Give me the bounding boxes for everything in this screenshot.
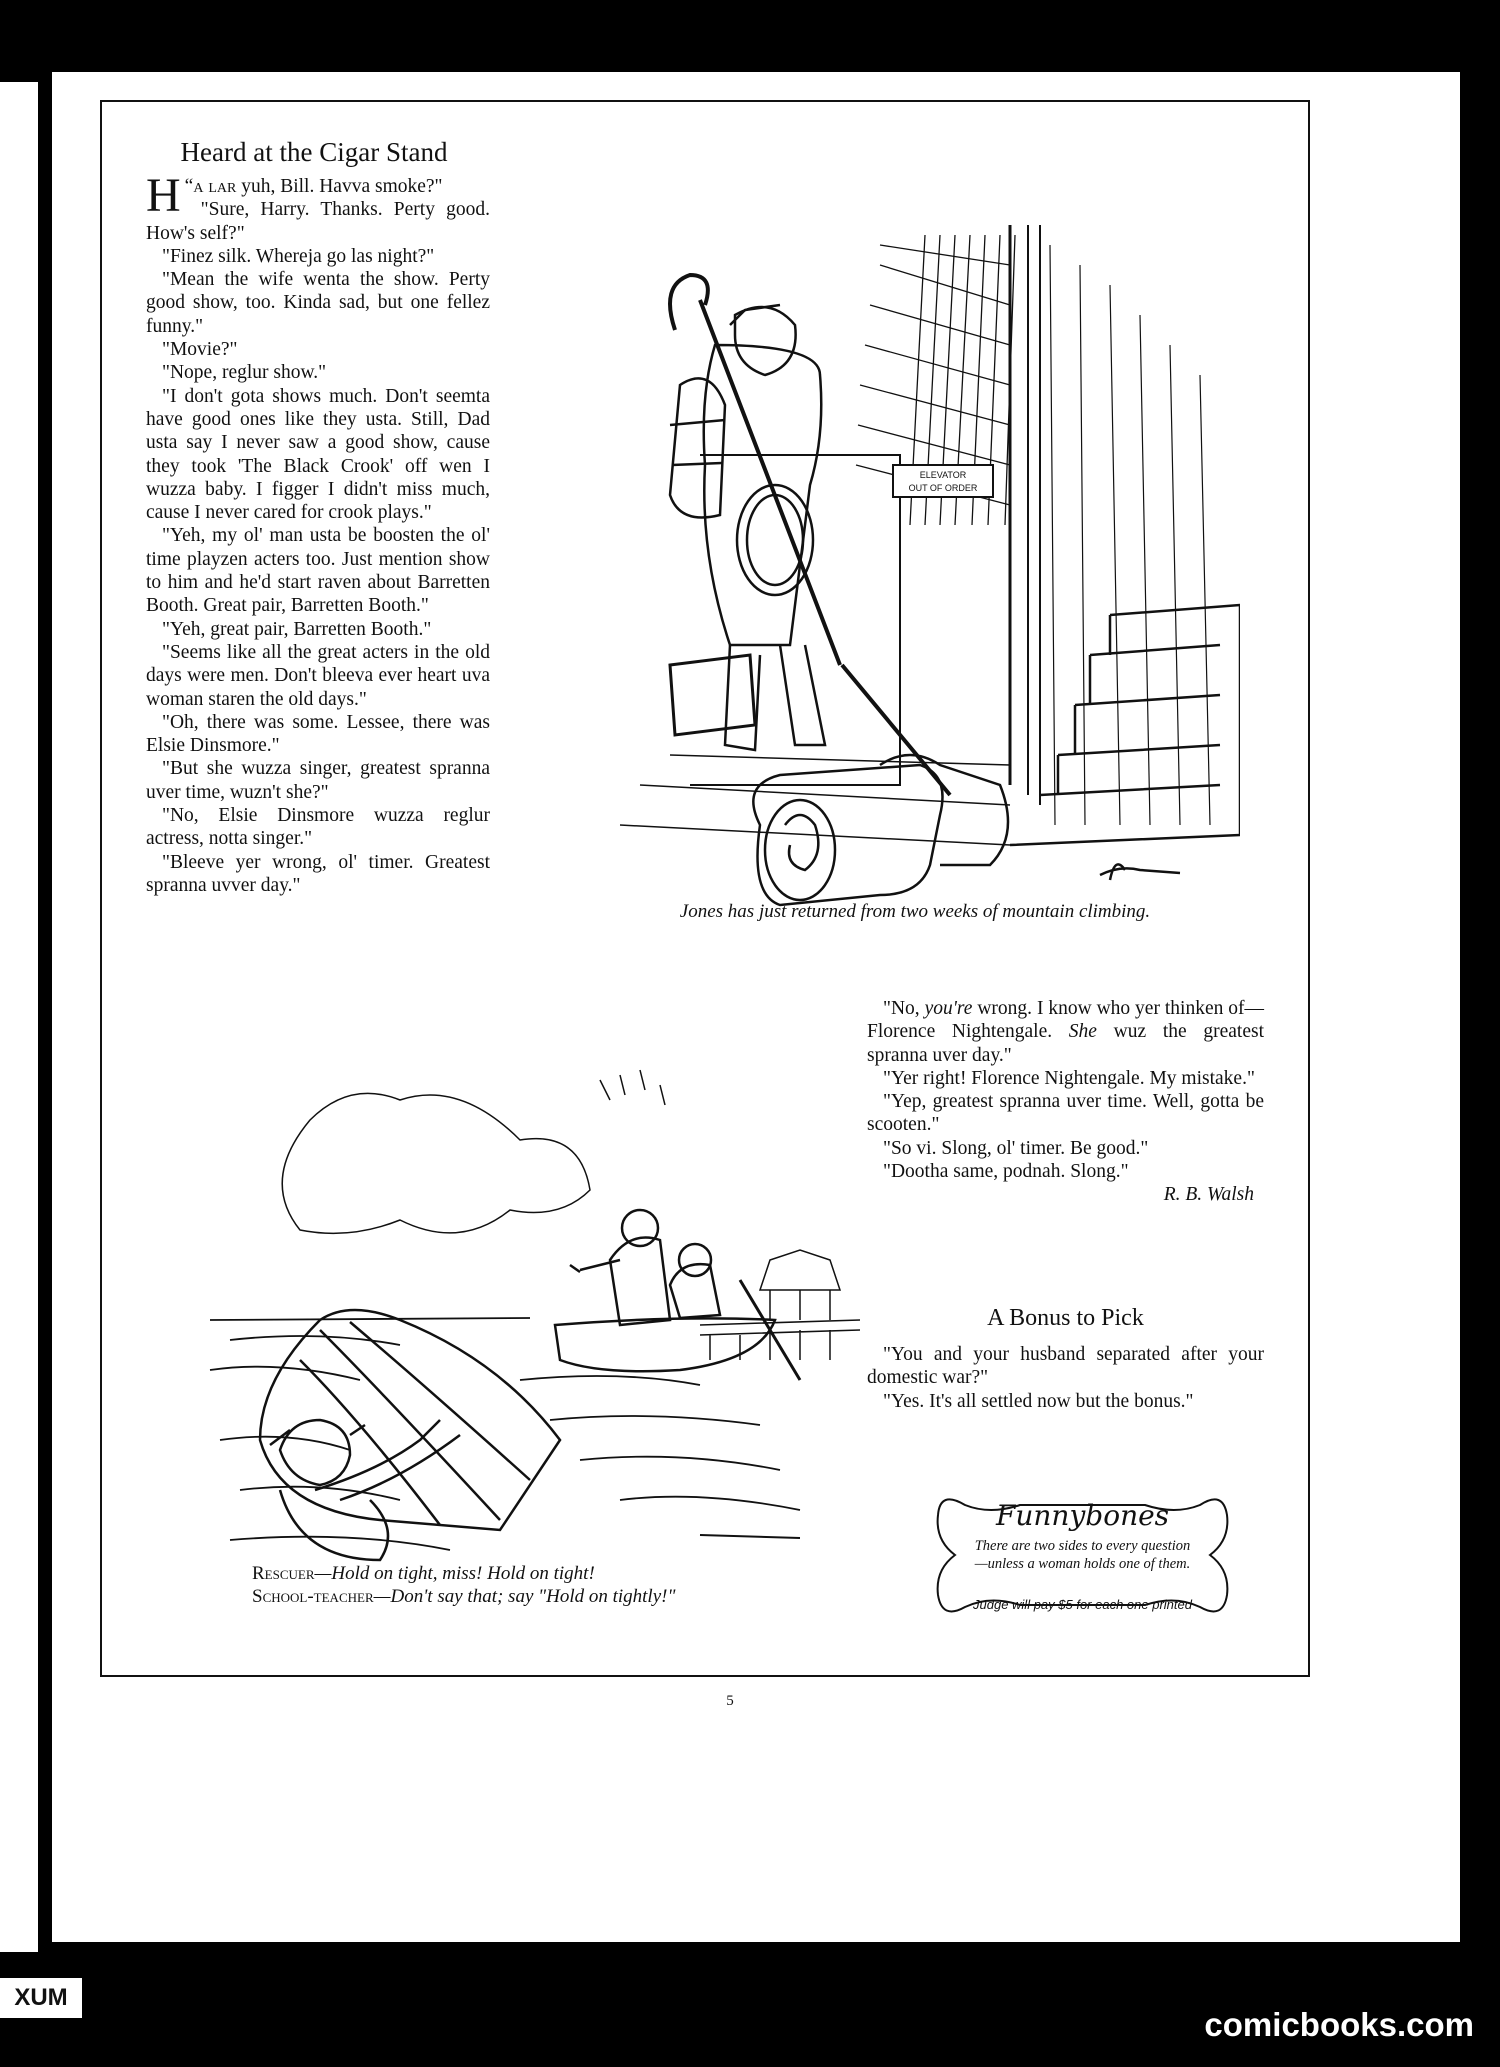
dialogue-paragraph: "But she wuzza singer, greatest spranna uver time, wuzn't she?": [146, 758, 490, 803]
capsized-boat: [260, 1310, 560, 1530]
dialogue-paragraph: "Oh, there was some. Lessee, there was Elsie Dinsmore.": [146, 711, 490, 757]
article-right-column: [867, 997, 1264, 1207]
speaker-teacher: School-teacher: [252, 1586, 374, 1607]
artist-signature-1: [1100, 864, 1180, 880]
dialogue-paragraph: "Seems like all the great acters in the old days were men. Don't bleeva ever heart uva woman staren the old days.": [146, 641, 490, 710]
article-left-column: [146, 169, 490, 897]
dialogue-paragraph: "Yeh, my ol' man usta be boosten the ol' time playzen acters too. Just mention show to him and he'd start raven about Barretten Booth. Great pair, Barretten Booth.": [146, 525, 490, 617]
artist-signature-2: [700, 1535, 800, 1538]
article-title: Heard at the Cigar Stand: [180, 137, 448, 167]
bonus-body: [867, 1343, 1264, 1413]
rescuer-line: —Hold on tight, miss! Hold on tight!: [314, 1563, 595, 1584]
speaker-rescuer: Rescuer: [252, 1563, 315, 1584]
author-signature: R. B. Walsh: [1163, 1184, 1254, 1206]
adjacent-page-edge: [0, 82, 38, 1952]
funnybones-title: Funnybones: [995, 1499, 1170, 1532]
drop-cap: H: [146, 169, 181, 222]
source-badge: XUM: [0, 1978, 82, 2018]
lead-smallcaps: a lar: [193, 176, 237, 197]
dialogue-paragraph: "Nope, reglur show.": [162, 362, 327, 384]
cartoon-caption-2: [252, 1562, 772, 1608]
mountain-climber-illustration: [580, 225, 1240, 955]
bedroll: [753, 755, 1008, 905]
climber-figure: [670, 305, 825, 750]
funnybones-body: There are two sides to every question—unless a woman holds one of them.: [974, 1538, 1191, 1572]
lead-rest: yuh, Bill. Havva smoke?": [236, 176, 443, 197]
opening-paragraph: “ H a lar yuh, Bill. Havva smoke?": [146, 169, 443, 222]
dialogue-paragraph: "Movie?": [162, 339, 238, 361]
caption-line-teacher: [252, 1585, 772, 1608]
bonus-paragraph: "You and your husband separated after your domestic war?": [867, 1344, 1264, 1389]
caption-line-rescuer: [252, 1562, 772, 1585]
dialogue-paragraph: "Finez silk. Whereja go las night?": [162, 245, 435, 267]
dialogue-paragraph: "I don't gota shows much. Don't seemta have good ones like they usta. Still, Dad usta say I never saw a good show, cause they took 'The Black Crook' off wen I wuzza baby. I figger I didn't miss much, cause I never cared for crook plays.": [146, 385, 490, 524]
dialogue-paragraph: "Dootha same, podnah. Slong.": [883, 1161, 1129, 1183]
site-watermark: comicbooks.com: [1204, 2006, 1474, 2043]
elevator-sign-line2: OUT OF ORDER: [908, 483, 978, 493]
dialogue-paragraph: "Yep, greatest spranna uver time. Well, gotta be scooten.": [867, 1091, 1264, 1136]
cartoon-caption-1: Jones has just returned from two weeks of mountain climbing.: [679, 901, 1151, 922]
funnybones-box: [930, 1485, 1235, 1625]
teacher-line: —Don't say that; say "Hold on tightly!": [373, 1586, 676, 1607]
water-lines: [210, 1318, 800, 1550]
pavilion: [700, 1250, 860, 1360]
dialogue-paragraph: "Yeh, great pair, Barretten Booth.": [162, 618, 432, 640]
dialogue-paragraph: "No, Elsie Dinsmore wuzza reglur actress, notta singer.": [146, 805, 490, 850]
elevator-sign-line1: ELEVATOR: [919, 470, 967, 480]
page-number: 5: [726, 1693, 734, 1709]
dialogue-paragraph: "Mean the wife wenta the show. Perty good show, too. Kinda sad, but one fellez funny.": [146, 269, 490, 337]
dialogue-paragraph: "Bleeve yer wrong, ol' timer. Greatest spranna uvver day.": [146, 851, 490, 896]
bonus-paragraph: "Yes. It's all settled now but the bonus.": [883, 1390, 1194, 1412]
dialogue-paragraph: "So vi. Slong, ol' timer. Be good.": [883, 1137, 1149, 1159]
rowboat: [555, 1210, 800, 1380]
rescue-illustration: [200, 1060, 860, 1610]
funnybones-footer: Judge will pay $5 for each one printed: [973, 1597, 1192, 1612]
bonus-title: A Bonus to Pick: [987, 1305, 1144, 1331]
cloud: [282, 1093, 590, 1233]
dialogue-paragraph: "Sure, Harry. Thanks. Perty good. How's self?": [146, 199, 490, 244]
dialogue-paragraph: "Yer right! Florence Nightengale. My mistake.": [883, 1067, 1255, 1089]
dialogue-paragraph: "No, you're wrong. I know who yer thinken of—Florence Nightengale. She wuz the greatest spranna uver day.": [867, 998, 1264, 1066]
